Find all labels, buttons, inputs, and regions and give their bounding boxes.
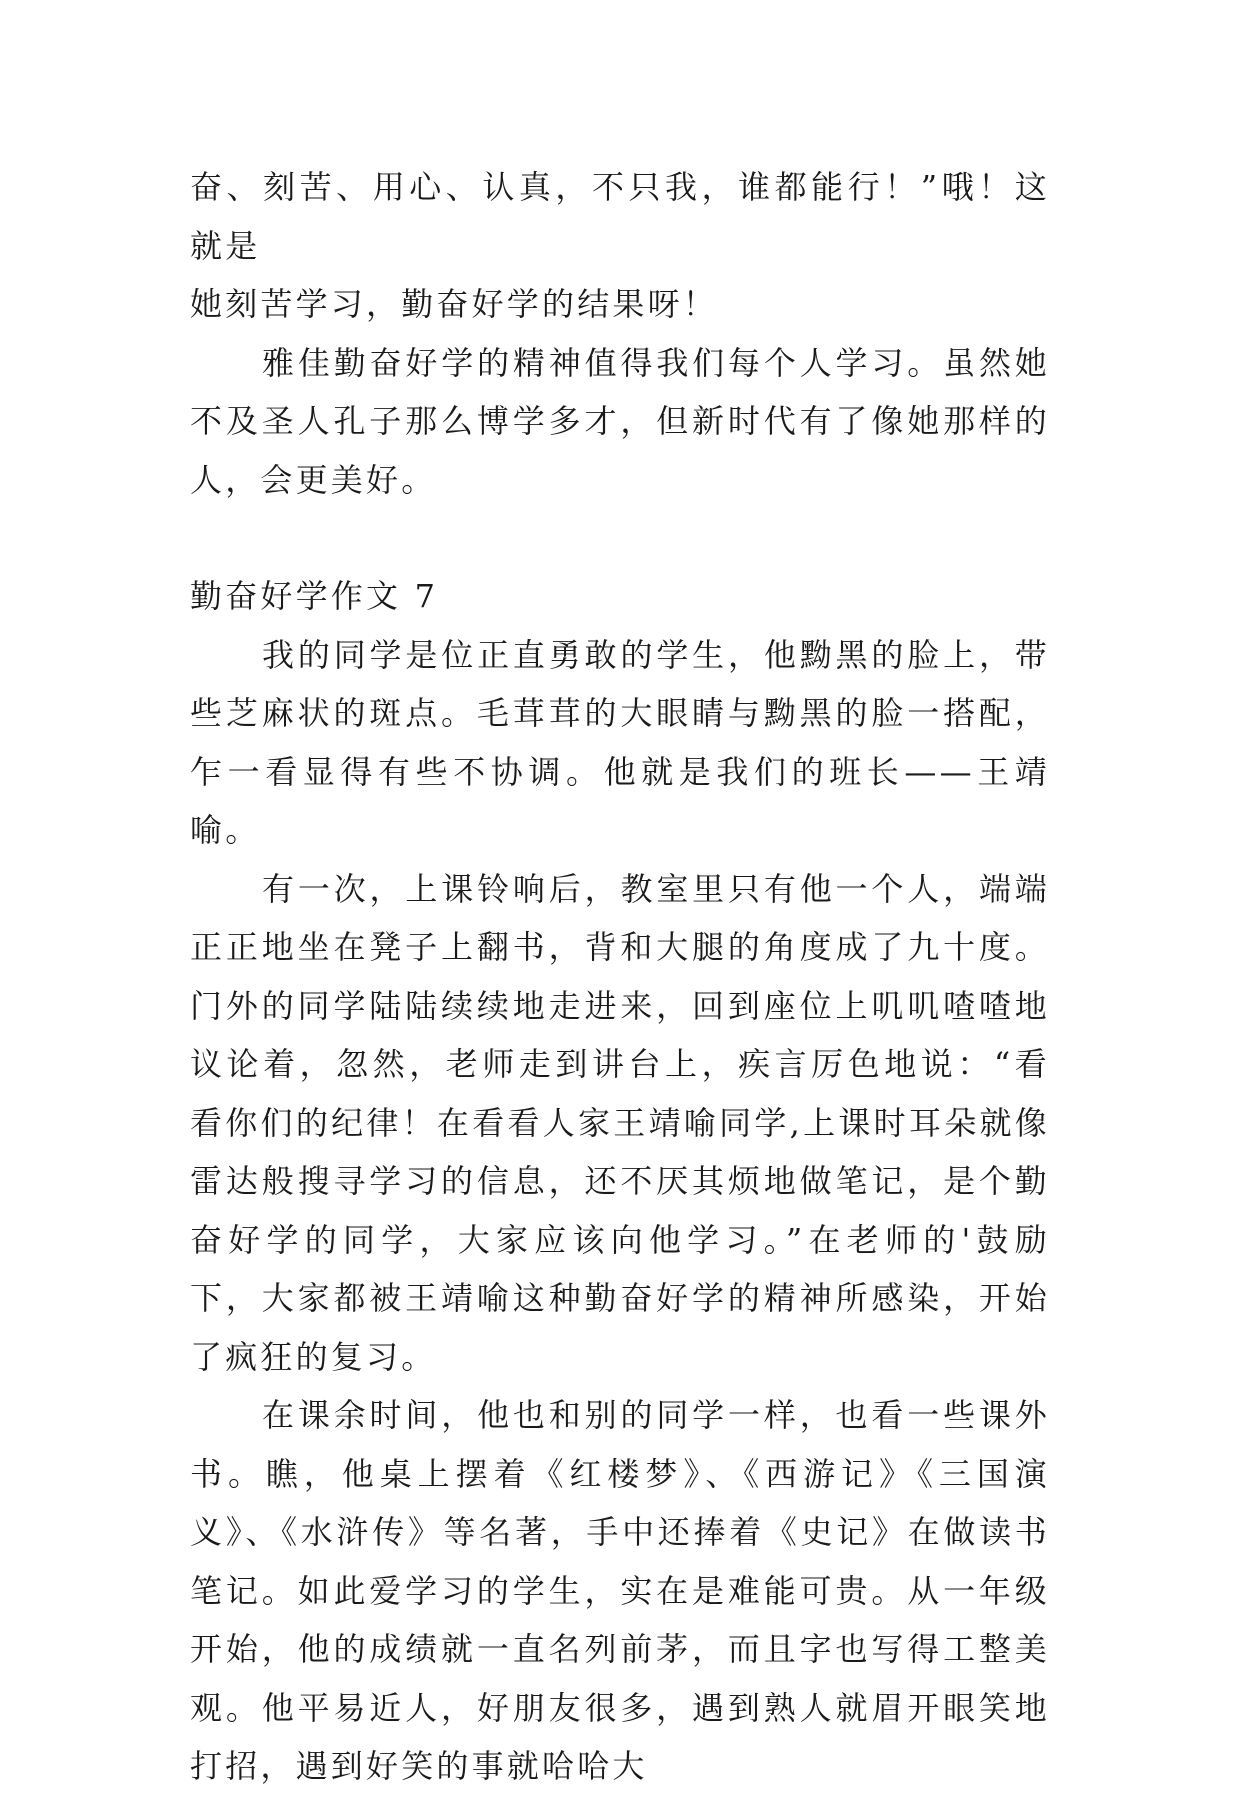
paragraph-intro: 我的同学是位正直勇敢的学生，他黝黑的脸上，带些芝麻状的斑点。毛茸茸的大眼睛与黝黑的脸一搭配，乍一看显得有些不协调。他就是我们的班长——王靖喻。 <box>190 635 1050 849</box>
document-page <box>190 158 1050 1796</box>
paragraph-reading: 在课余时间，他也和别的同学一样，也看一些课外书。瞧，他桌上摆着《红楼梦》、《西游记》《三国演义》、《水浒传》等名著，手中还捧着《史记》在做读书笔记。如此爱学习的学生，实在是难能可贵。从一年级开始，他的成绩就一直名列前茅，而且字也写得工整美观。他平易近人，好朋友很多，遇到熟人就眉开眼笑地打招，遇到好笑的事就哈哈大 <box>190 1396 1050 1785</box>
section-title: 勤奋好学作文 7 <box>190 577 439 615</box>
continuation-line-1: 奋、刻苦、用心、认真，不只我，谁都能行！”哦！这就是 <box>190 168 1050 265</box>
paragraph-classroom: 有一次，上课铃响后，教室里只有他一个人，端端正正地坐在凳子上翻书，背和大腿的角度成了九十度。门外的同学陆陆续续地走进来，回到座位上叽叽喳喳地议论着，忽然，老师走到讲台上，疾言厉色地说：“看看你们的纪律！在看看人家王靖喻同学,上课时耳朵就像雷达般搜寻学习的信息，还不厌其烦地做笔记，是个勤奋好学的同学，大家应该向他学习。”在老师的'鼓励下，大家都被王靖喻这种勤奋好学的精神所感染，开始了疯狂的复习。 <box>190 869 1050 1376</box>
summary-paragraph: 雅佳勤奋好学的精神值得我们每个人学习。虽然她不及圣人孔子那么博学多才，但新时代有了像她那样的人，会更美好。 <box>190 343 1050 499</box>
continuation-line-2: 她刻苦学习，勤奋好学的结果呀！ <box>190 285 719 323</box>
section-gap <box>190 509 1050 567</box>
